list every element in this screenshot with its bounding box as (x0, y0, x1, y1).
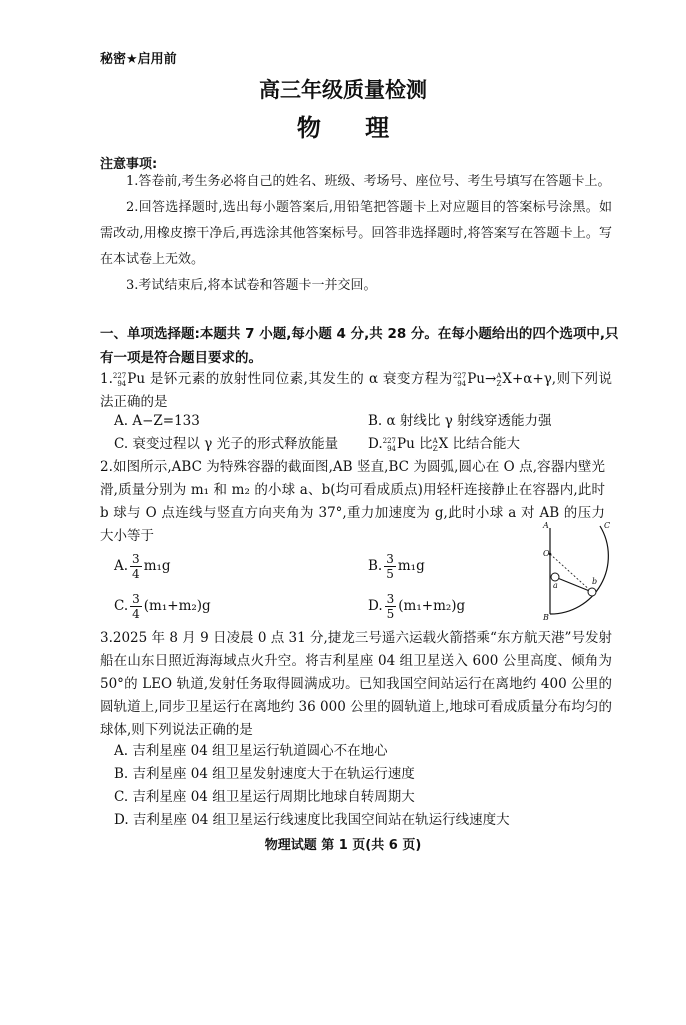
label-c: C (604, 521, 611, 530)
q3-option-b: B. 吉利星座 04 组卫星发射速度大于在轨运行速度 (114, 766, 415, 782)
container-diagram (532, 520, 616, 624)
q3-option-a: A. 吉利星座 04 组卫星运行轨道圆心不在地心 (114, 743, 388, 759)
q2-option-b: B. $\frac{3}{5}$ m₁g (368, 552, 425, 581)
light-rod (555, 577, 592, 592)
q1-option-b: B. α 射线比 γ 射线穿透能力强 (368, 413, 552, 429)
pu-nuclide-index: 227 94 (112, 371, 127, 388)
q1-option-c: C. 衰变过程以 γ 光子的形式释放能量 (114, 436, 339, 452)
ball-b (588, 588, 596, 596)
q2-option-d: D. $\frac{3}{5}$ (m₁+m₂)g (368, 592, 466, 621)
q3-option-d: D. 吉利星座 04 组卫星运行线速度比我国空间站在轨运行线速度大 (114, 812, 510, 828)
question-1: 1. 227 94 Pu 是钚元素的放射性同位素,其发生的 α 衰变方程为 227 94 Pu→ A Z X+α+γ,则下列说法正确的是 (100, 371, 613, 410)
label-a-point: A (543, 521, 549, 530)
q1-option-d: D. 227 94 Pu 比 A Z X 比结合能大 (368, 436, 521, 453)
label-o: O (543, 549, 550, 558)
q2-option-a: A. $\frac{3}{4}$ m₁g (114, 552, 171, 581)
label-ball-a: a (553, 581, 558, 590)
question-3: 3.2025 年 8 月 9 日凌晨 0 点 31 分,捷龙三号遥六运载火箭搭乘“东方航天港”号发射船在山东日照近海海域点火升空。将吉利星座 04 组卫星送入 600 公里高度、倾角为 50°的 LEO 轨道,发射任务取得圆满成功。已知我国空间站运行在离地约 400 公里的圆轨道上,同步卫星运行在离地约 36 000 公里的圆轨道上,地球可看成质量分布均匀的球体,则下列说法正确的是 (100, 630, 612, 738)
q1-number: 1. (100, 371, 113, 387)
q1-option-a: A. A−Z=133 (114, 413, 200, 429)
exam-title: 高三年级质量检测 (259, 78, 427, 102)
subject-title: 物 理 (296, 114, 408, 142)
q2-option-c: C. $\frac{3}{4}$ (m₁+m₂)g (114, 592, 211, 621)
section-heading: 一、单项选择题:本题共 7 小题,每小题 4 分,共 28 分。在每小题给出的四个选项中,只有一项是符合题目要求的。 (100, 326, 619, 366)
confidential-mark: 秘密★启用前 (100, 52, 177, 67)
arc-bc (550, 526, 608, 614)
notice-item-1: 1.答卷前,考生务必将自己的姓名、班级、考场号、座位号、考生号填写在答题卡上。 (126, 174, 611, 189)
question-2: 2.如图所示,ABC 为特殊容器的截面图,AB 竖直,BC 为圆弧,圆心在 O 点,容器内壁光滑,质量分别为 m₁ 和 m₂ 的小球 a、b(均可看成质点)用轻杆连接静止在容器内,此时 b 球与 O 点连线与竖直方向夹角为 37°,重力加速度为 g,此时小球 a 对 AB 的压力大小等于 (100, 459, 605, 544)
notice-heading: 注意事项: (100, 157, 158, 172)
label-ball-b: b (592, 577, 598, 586)
page-footer: 物理试题 第 1 页(共 6 页) (264, 838, 422, 853)
label-b-point: B (543, 613, 549, 622)
q3-option-c: C. 吉利星座 04 组卫星运行周期比地球自转周期大 (114, 789, 415, 805)
notice-item-3: 3.考试结束后,将本试卷和答题卡一并交回。 (126, 278, 377, 293)
notice-item-2: 2.回答选择题时,选出每小题答案后,用铅笔把答题卡上对应题目的答案标号涂黑。如需改动,用橡皮擦干净后,再选涂其他答案标号。回答非选择题时,将答案写在答题卡上。写在本试卷上无效。 (100, 200, 612, 267)
ball-a (551, 573, 559, 581)
